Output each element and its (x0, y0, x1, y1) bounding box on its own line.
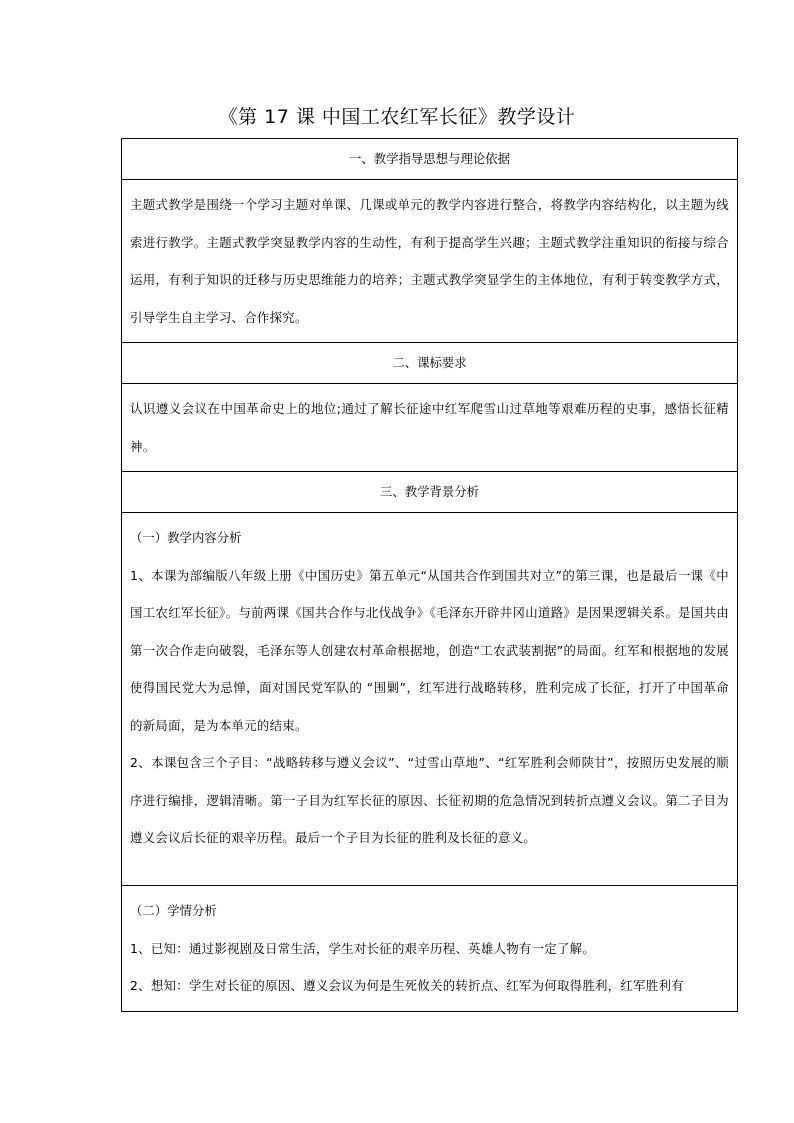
student-analysis-paragraph-2: 2、想知：学生对长征的原因、遵义会议为何是生死攸关的转折点、红军为何取得胜利，红军胜利有 (130, 978, 684, 993)
section-1-body-cell (122, 180, 738, 343)
content-analysis-cell (122, 513, 738, 886)
content-analysis-paragraph-1: 1、本课为部编版八年级上册《中国历史》第五单元“从国共合作到国共对立”的第三课，也是最后一课《中国工农红军长征》。与前两课《国共合作与北伐战争》《毛泽东开辟井冈山道路》是因果逻辑关系。是国共由第一次合作走向破裂，毛泽东等人创建农村革命根据地，创造“工农武装割据”的局面。红军和根据地的发展使得国民党大为忌惮，面对国民党军队的 “围剿”，红军进行战略转移，胜利完成了长征，打开了中国革命的新局面，是为本单元的结束。 (130, 567, 729, 733)
content-analysis-title: （一）教学内容分析 (130, 530, 242, 545)
student-analysis-cell (122, 886, 738, 1012)
page-title: 《第 17 课 中国工农红军长征》教学设计 (218, 106, 576, 128)
section-3-heading: 三、教学背景分析 (379, 484, 480, 499)
section-3-heading-cell (122, 472, 738, 513)
section-1-paragraph: 主题式教学是围绕一个学习主题对单课、几课或单元的教学内容进行整合，将教学内容结构化，以主题为线索进行教学。主题式教学突显教学内容的生动性，有利于提高学生兴趣；主题式教学注重知识的衔接与综合运用，有利于知识的迁移与历史思维能力的培养；主题式教学突显学生的主体地位，有利于转变教学方式，引导学生自主学习、合作探究。 (130, 197, 729, 325)
section-2-paragraph: 认识遵义会议在中国革命史上的地位;通过了解长征途中红军爬雪山过草地等艰难历程的史事，感悟长征精神。 (130, 401, 729, 454)
section-2-heading-cell (122, 343, 738, 384)
section-1-body-row (122, 180, 738, 343)
student-analysis-row (122, 886, 738, 1012)
section-1-heading-cell (122, 139, 738, 180)
section-1-heading-row (122, 139, 738, 180)
student-analysis-paragraph-1: 1、已知：通过影视剧及日常生活，学生对长征的艰辛历程、英雄人物有一定了解。 (130, 940, 596, 956)
lesson-plan-table (121, 138, 738, 1012)
content-analysis-paragraph-2: 2、本课包含三个子目：“战略转移与遵义会议”、“过雪山草地”、“红军胜利会师陕甘”，按照历史发展的顺序进行编排，逻辑清晰。第一子目为红军长征的原因、长征初期的危急情况到转折点遵义会议。第二子目为遵义会议后长征的艰辛历程。最后一个子目为长征的胜利及长征的意义。 (130, 755, 729, 845)
section-2-body-row (122, 384, 738, 472)
section-2-heading-row (122, 343, 738, 384)
section-1-heading: 一、教学指导思想与理论依据 (348, 151, 511, 166)
section-2-heading: 二、课标要求 (392, 355, 467, 370)
section-3-heading-row (122, 472, 738, 513)
student-analysis-title: （二）学情分析 (130, 903, 217, 918)
section-2-body-cell (122, 384, 738, 472)
content-analysis-row (122, 513, 738, 886)
